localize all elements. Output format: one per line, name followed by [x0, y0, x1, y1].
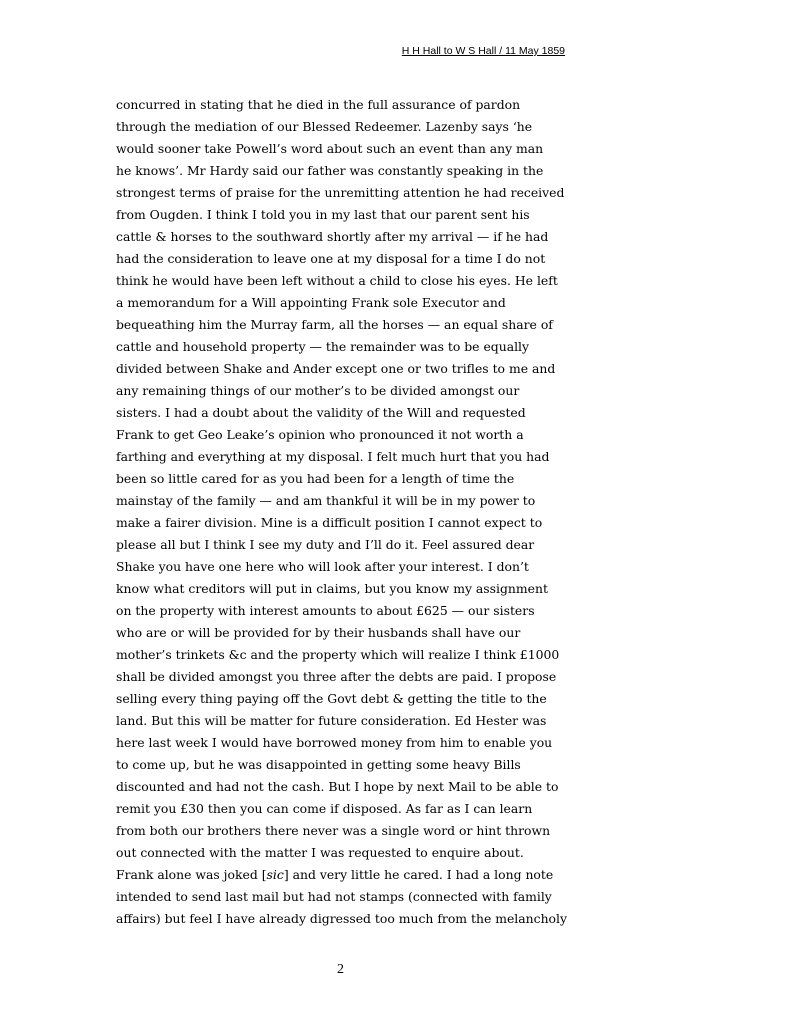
- running-head: H H Hall to W S Hall / 11 May 1859: [401, 45, 565, 57]
- body-line: shall be divided amongst you three after the debts are paid. I propose: [116, 669, 557, 684]
- sic-annotation: sic: [266, 867, 284, 882]
- body-line: a memorandum for a Will appointing Frank sole Executor and: [116, 295, 506, 310]
- body-line: would sooner take Powell’s word about such an event than any man: [116, 141, 544, 156]
- body-line: mainstay of the family — and am thankful it will be in my power to: [116, 493, 536, 508]
- sic-line-after: ] and very little he cared. I had a long note: [283, 867, 554, 882]
- body-line: selling every thing paying off the Govt debt & getting the title to the: [116, 691, 547, 706]
- body-line: here last week I would have borrowed money from him to enable you: [116, 735, 553, 750]
- body-line: through the mediation of our Blessed Redeemer. Lazenby says ‘he: [116, 119, 533, 134]
- letter-body: [116, 94, 576, 930]
- body-line: cattle and household property — the remainder was to be equally: [116, 339, 530, 354]
- body-line: remit you £30 then you can come if disposed. As far as I can learn: [116, 801, 533, 816]
- body-line: intended to send last mail but had not stamps (connected with family: [116, 889, 552, 904]
- body-line: sisters. I had a doubt about the validity of the Will and requested: [116, 405, 526, 420]
- page-number: 2: [337, 962, 344, 977]
- body-line: please all but I think I see my duty and I’ll do it. Feel assured dear: [116, 537, 535, 552]
- body-line: farthing and everything at my disposal. I felt much hurt that you had: [116, 449, 550, 464]
- body-line: who are or will be provided for by their husbands shall have our: [116, 625, 521, 640]
- body-line: any remaining things of our mother’s to be divided amongst our: [116, 383, 520, 398]
- body-line: divided between Shake and Ander except one or two trifles to me and: [116, 361, 556, 376]
- body-line: had the consideration to leave one at my disposal for a time I do not: [116, 251, 546, 266]
- body-line: think he would have been left without a child to close his eyes. He left: [116, 273, 558, 288]
- body-line: Frank to get Geo Leake’s opinion who pronounced it not worth a: [116, 427, 524, 442]
- body-line-sic: [116, 864, 576, 886]
- body-line: bequeathing him the Murray farm, all the horses — an equal share of: [116, 317, 553, 332]
- body-line: Shake you have one here who will look after your interest. I don’t: [116, 559, 529, 574]
- body-line: he knows’. Mr Hardy said our father was constantly speaking in the: [116, 163, 544, 178]
- body-line: been so little cared for as you had been for a length of time the: [116, 471, 515, 486]
- body-line: mother’s trinkets &c and the property which will realize I think £1000: [116, 647, 560, 662]
- body-line: discounted and had not the cash. But I hope by next Mail to be able to: [116, 779, 559, 794]
- body-line: land. But this will be matter for future consideration. Ed Hester was: [116, 713, 547, 728]
- body-line: strongest terms of praise for the unremitting attention he had received: [116, 185, 565, 200]
- body-line: from both our brothers there never was a single word or hint thrown: [116, 823, 551, 838]
- body-line: on the property with interest amounts to about £625 — our sisters: [116, 603, 535, 618]
- body-line: cattle & horses to the southward shortly after my arrival — if he had: [116, 229, 549, 244]
- sic-line-before: Frank alone was joked [: [116, 867, 267, 882]
- body-line: make a fairer division. Mine is a difficult position I cannot expect to: [116, 515, 543, 530]
- body-line: out connected with the matter I was requested to enquire about.: [116, 845, 524, 860]
- body-line: to come up, but he was disappointed in getting some heavy Bills: [116, 757, 521, 772]
- body-line: know what creditors will put in claims, but you know my assignment: [116, 581, 548, 596]
- body-line: affairs) but feel I have already digressed too much from the melancholy: [116, 911, 567, 926]
- body-line: concurred in stating that he died in the full assurance of pardon: [116, 97, 521, 112]
- body-line: from Ougden. I think I told you in my last that our parent sent his: [116, 207, 530, 222]
